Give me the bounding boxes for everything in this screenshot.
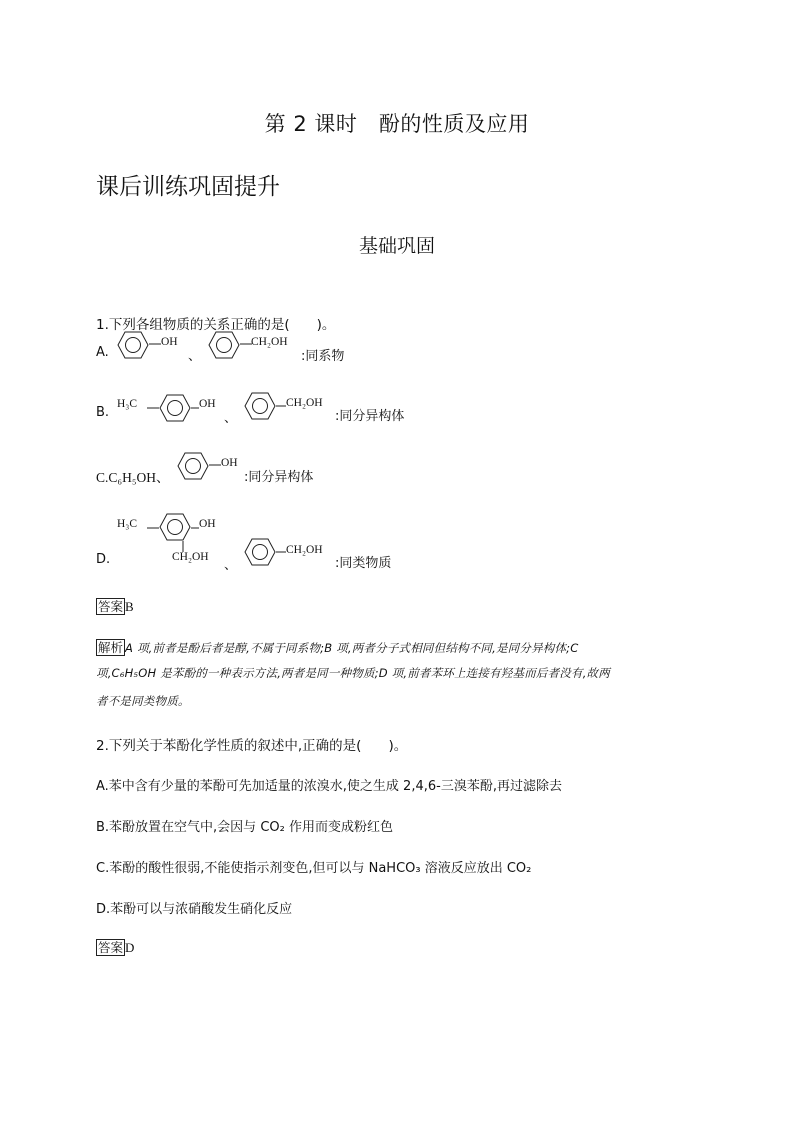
benzene-ring-icon bbox=[177, 452, 209, 480]
q1-option-b-label: B. bbox=[96, 405, 110, 420]
benzene-ring-icon bbox=[159, 513, 191, 541]
q1-d-ch2oh-group: CH₂OH bbox=[172, 551, 209, 563]
q1-c-right-group: OH bbox=[221, 457, 238, 469]
benzene-ring-icon bbox=[244, 392, 276, 420]
q1-analysis-line-2: 项,C₆H₅OH 是苯酚的一种表示方法,两者是同一种物质;D 项,前者苯环上连接有羟基而后者没有,故两 bbox=[96, 666, 610, 680]
q1-d-oh-group: OH bbox=[199, 518, 216, 530]
q2-answer bbox=[96, 937, 134, 956]
q1-b-methyl: H₃C bbox=[117, 398, 137, 410]
section-heading: 课后训练巩固提升 bbox=[96, 174, 280, 200]
q1-option-a-label: A. bbox=[96, 345, 109, 360]
q1-option-c-label: C.C₆H₅OH、 bbox=[96, 470, 170, 485]
q2-option-c: C.苯酚的酸性很弱,不能使指示剂变色,但可以与 NaHCO₃ 溶液反应放出 CO₂ bbox=[96, 861, 532, 876]
q1-d-separator: 、 bbox=[224, 558, 238, 573]
benzene-ring-icon bbox=[159, 394, 191, 422]
q1-d-right-group: CH₂OH bbox=[286, 544, 323, 556]
q2-option-d: D.苯酚可以与浓硝酸发生硝化反应 bbox=[96, 902, 293, 917]
q1-b-left-group: OH bbox=[199, 398, 216, 410]
subsection-heading: 基础巩固 bbox=[358, 235, 435, 257]
q1-answer bbox=[96, 596, 134, 615]
bond-line-icon bbox=[209, 461, 221, 471]
q2-stem: 2.下列关于苯酚化学性质的叙述中,正确的是( )。 bbox=[96, 738, 408, 754]
q1-a-left-group: OH bbox=[161, 336, 178, 348]
bond-line-icon bbox=[191, 404, 199, 414]
bond-line-icon bbox=[147, 404, 159, 414]
bond-line-icon bbox=[149, 340, 161, 350]
answer-tag: 答案 bbox=[98, 599, 124, 614]
bond-line-icon bbox=[276, 402, 286, 412]
analysis-text: A 项,前者是酚后者是醇,不属于同系物;B 项,两者分子式相同但结构不同,是同分异构体;C bbox=[125, 641, 579, 655]
q1-a-separator: 、 bbox=[188, 349, 202, 364]
answer-tag: 答案 bbox=[98, 940, 124, 955]
page-title: 第 2 课时 酚的性质及应用 bbox=[264, 112, 530, 136]
benzene-ring-icon bbox=[244, 538, 276, 566]
q1-d-methyl: H₃C bbox=[117, 518, 137, 530]
benzene-ring-icon bbox=[208, 331, 240, 359]
benzene-ring-icon bbox=[117, 331, 149, 359]
bond-line-icon bbox=[147, 524, 159, 534]
q1-c-relation: :同分异构体 bbox=[244, 470, 314, 485]
q1-d-relation: :同类物质 bbox=[335, 556, 392, 571]
q2-option-a: A.苯中含有少量的苯酚可先加适量的浓溴水,使之生成 2,4,6-三溴苯酚,再过滤除去 bbox=[96, 779, 562, 794]
bond-line-icon bbox=[191, 524, 199, 534]
analysis-tag: 解析 bbox=[98, 640, 124, 655]
bond-line-icon bbox=[276, 548, 286, 558]
answer-value: B bbox=[125, 599, 134, 614]
q1-option-d-label: D. bbox=[96, 552, 111, 567]
answer-value: D bbox=[125, 940, 135, 955]
q1-analysis-line-3: 者不是同类物质。 bbox=[96, 694, 190, 708]
q1-stem: 1.下列各组物质的关系正确的是( )。 bbox=[96, 317, 336, 333]
q1-b-right-group: CH₂OH bbox=[286, 397, 323, 409]
q1-analysis-line-1 bbox=[96, 637, 578, 656]
q2-option-b: B.苯酚放置在空气中,会因与 CO₂ 作用而变成粉红色 bbox=[96, 820, 393, 835]
q1-a-relation: :同系物 bbox=[301, 349, 345, 364]
q1-a-right-group: CH₂OH bbox=[251, 336, 288, 348]
q1-b-separator: 、 bbox=[224, 411, 238, 426]
q1-b-relation: :同分异构体 bbox=[335, 409, 405, 424]
